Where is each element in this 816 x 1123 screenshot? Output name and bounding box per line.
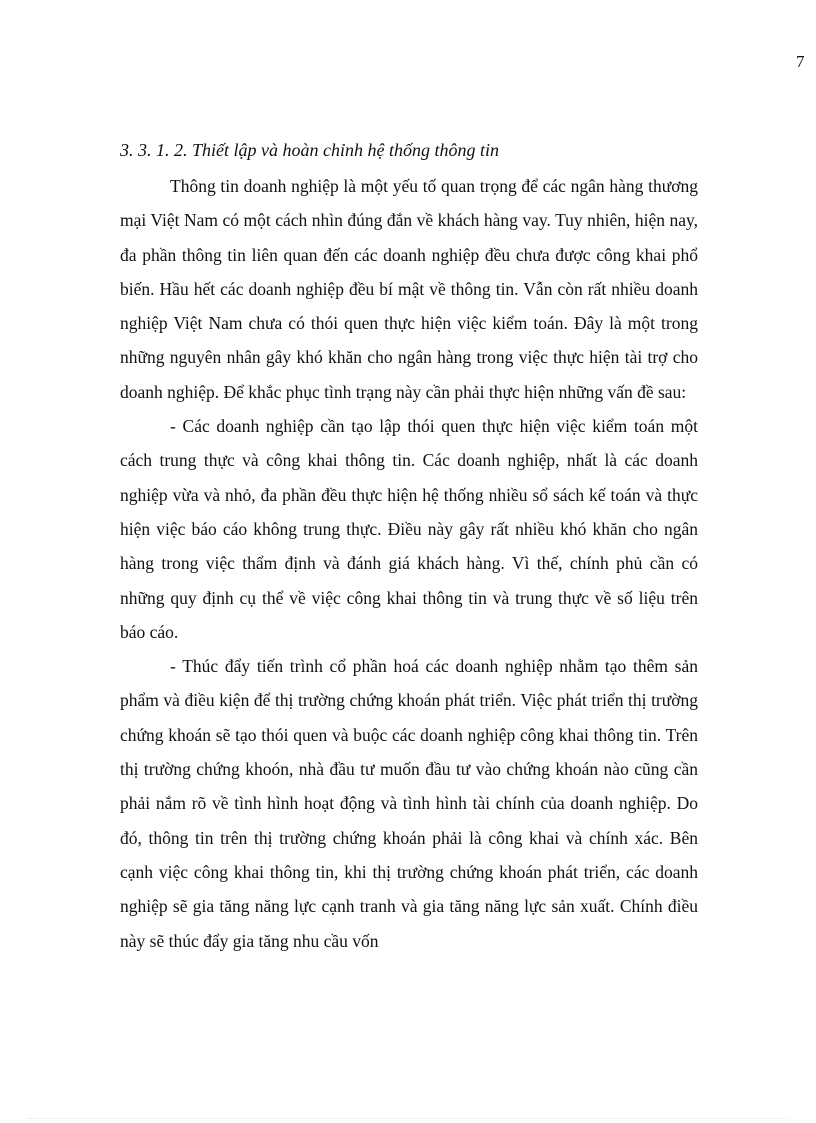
document-body bbox=[120, 135, 698, 958]
page-bottom-divider bbox=[28, 1118, 788, 1119]
page-number: 7 bbox=[796, 52, 805, 71]
paragraph-equitization: - Thúc đẩy tiến trình cổ phần hoá các doanh nghiệp nhằm tạo thêm sản phẩm và điều kiện để thị trường chứng khoán phát triển. Việc phát triển thị trường chứng khoán sẽ tạo thói quen và buộc các doanh nghiệp công khai thông tin. Trên thị trường chứng khoón, nhà đầu tư muốn đầu tư vào chứng khoán nào cũng cần phải nắm rõ về tình hình hoạt động và tình hình tài chính của doanh nghiệp. Do đó, thông tin trên thị trường chứng khoán phải là công khai và chính xác. Bên cạnh việc công khai thông tin, khi thị trường chứng khoán phát triển, các doanh nghiệp sẽ gia tăng năng lực cạnh tranh và gia tăng năng lực sản xuất. Chính điều này sẽ thúc đẩy gia tăng nhu cầu vốn bbox=[120, 656, 698, 951]
section-heading: 3. 3. 1. 2. Thiết lập và hoàn chỉnh hệ thống thông tin bbox=[120, 140, 499, 160]
paragraph-audit: - Các doanh nghiệp cần tạo lập thói quen thực hiện việc kiểm toán một cách trung thực và công khai thông tin. Các doanh nghiệp, nhất là các doanh nghiệp vừa và nhỏ, đa phần đều thực hiện hệ thống nhiều sổ sách kế toán và thực hiện việc báo cáo không trung thực. Điều này gây rất nhiều khó khăn cho ngân hàng trong việc thẩm định và đánh giá khách hàng. Vì thế, chính phủ cần có những quy định cụ thể về việc công khai thông tin và trung thực về số liệu trên báo cáo. bbox=[120, 416, 698, 642]
paragraph-intro: Thông tin doanh nghiệp là một yếu tố quan trọng để các ngân hàng thương mại Việt Nam có một cách nhìn đúng đắn về khách hàng vay. Tuy nhiên, hiện nay, đa phần thông tin liên quan đến các doanh nghiệp đều chưa được công khai phổ biến. Hầu hết các doanh nghiệp đều bí mật về thông tin. Vẫn còn rất nhiều doanh nghiệp Việt Nam chưa có thói quen thực hiện việc kiểm toán. Đây là một trong những nguyên nhân gây khó khăn cho ngân hàng trong việc thực hiện tài trợ cho doanh nghiệp. Để khắc phục tình trạng này cần phải thực hiện những vấn đề sau: bbox=[120, 176, 698, 402]
